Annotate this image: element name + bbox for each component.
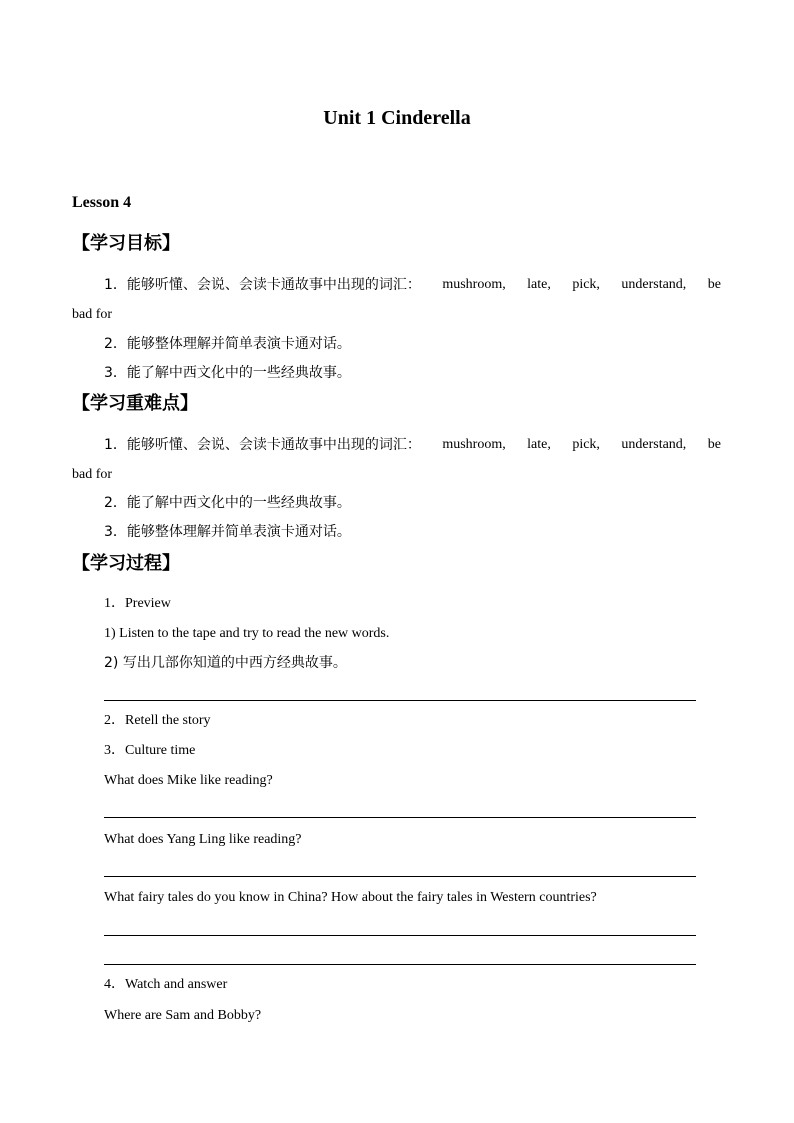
objectives-word: understand, — [621, 277, 687, 292]
objectives-item-1-text: 1．能够听懂、会说、会读卡通故事中出现的词汇： — [104, 277, 421, 293]
keypoints-item-1-continuation: bad for — [72, 467, 113, 482]
process-step-2: 2．Retell the story — [104, 713, 211, 728]
question-mike: What does Mike like reading? — [104, 773, 273, 788]
objectives-item-1-continuation: bad for — [72, 307, 113, 322]
objectives-item-2: 2．能够整体理解并简单表演卡通对话。 — [104, 336, 351, 352]
objectives-item-3: 3．能了解中西文化中的一些经典故事。 — [104, 365, 351, 381]
answer-line — [104, 700, 696, 701]
section-heading-process: 【学习过程】 — [72, 553, 180, 574]
keypoints-item-1-text: 1．能够听懂、会说、会读卡通故事中出现的词汇： — [104, 437, 421, 453]
keypoints-item-2: 2．能了解中西文化中的一些经典故事。 — [104, 495, 351, 511]
lesson-heading: Lesson 4 — [72, 194, 132, 211]
objectives-word: pick, — [572, 277, 600, 292]
keypoints-item-1 — [104, 436, 721, 454]
objectives-word: be — [707, 277, 721, 292]
keypoints-word: understand, — [621, 437, 687, 452]
objectives-word: late, — [527, 277, 551, 292]
process-step-1: 1．Preview — [104, 596, 171, 611]
objectives-item-1 — [104, 276, 721, 294]
question-sam-bobby: Where are Sam and Bobby? — [104, 1008, 262, 1023]
keypoints-word: late, — [527, 437, 551, 452]
page-title: Unit 1 Cinderella — [323, 107, 471, 129]
question-yang-ling: What does Yang Ling like reading? — [104, 832, 302, 847]
process-step-1-b: 2) 写出几部你知道的中西方经典故事。 — [104, 655, 347, 671]
section-heading-keypoints: 【学习重难点】 — [72, 393, 198, 414]
section-heading-objectives: 【学习目标】 — [72, 233, 180, 254]
keypoints-word: be — [707, 437, 721, 452]
answer-line — [104, 964, 696, 965]
process-step-4: 4．Watch and answer — [104, 977, 228, 992]
answer-line — [104, 876, 696, 877]
keypoints-item-3: 3．能够整体理解并简单表演卡通对话。 — [104, 524, 351, 540]
process-step-3: 3．Culture time — [104, 743, 196, 758]
answer-line — [104, 817, 696, 818]
keypoints-word: pick, — [572, 437, 600, 452]
keypoints-word: mushroom, — [442, 437, 506, 452]
question-fairy-tales: What fairy tales do you know in China? How about the fairy tales in Western countries? — [104, 890, 597, 905]
answer-line — [104, 935, 696, 936]
objectives-word: mushroom, — [442, 277, 506, 292]
process-step-1-a: 1) Listen to the tape and try to read the new words. — [104, 626, 390, 641]
